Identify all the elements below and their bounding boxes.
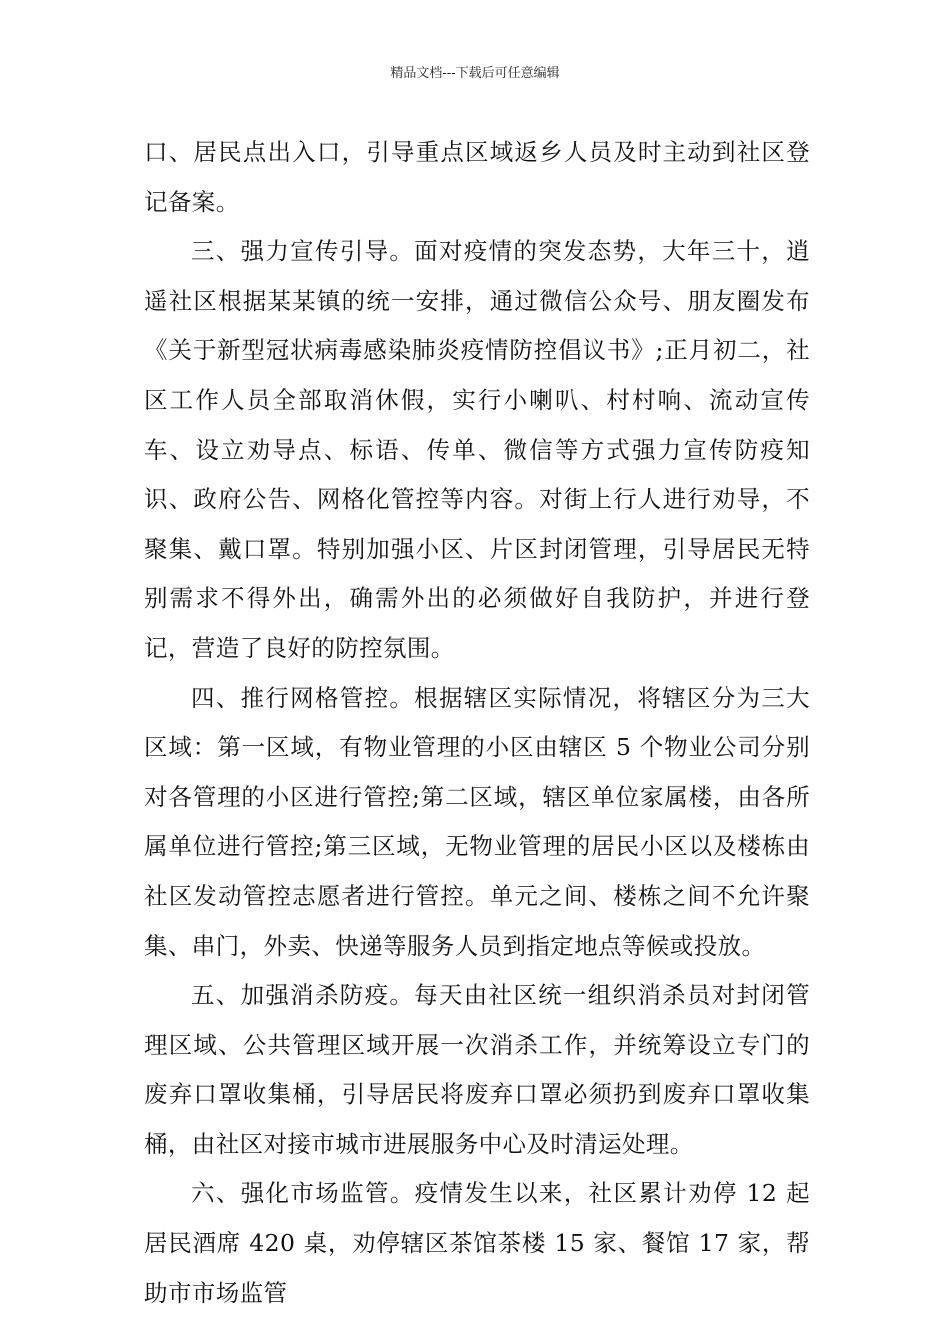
document-body [144, 128, 810, 1318]
paragraph-grid-control: 四、推行网格管控。根据辖区实际情况，将辖区分为三大区域：第一区域，有物业管理的小区由辖区 5 个物业公司分别对各管理的小区进行管控;第二区域，辖区单位家属楼，由各所属单位进行管控;第三区域，无物业管理的居民小区以及楼栋由社区发动管控志愿者进行管控。单元之间、楼栋之间不允许聚集、串门，外卖、快递等服务人员到指定地点等候或投放。 [144, 683, 810, 960]
paragraph-continuation: 口、居民点出入口，引导重点区域返乡人员及时主动到社区登记备案。 [144, 138, 810, 216]
paragraph-publicity: 三、强力宣传引导。面对疫情的突发态势，大年三十，逍遥社区根据某某镇的统一安排，通过微信公众号、朋友圈发布《关于新型冠状病毒感染肺炎疫情防控倡议书》;正月初二，社区工作人员全部取消休假，实行小喇叭、村村响、流动宣传车、设立劝导点、标语、传单、微信等方式强力宣传防疫知识、政府公告、网格化管控等内容。对街上行人进行劝导，不聚集、戴口罩。特别加强小区、片区封闭管理，引导居民无特别需求不得外出，确需外出的必须做好自我防护，并进行登记，营造了良好的防控氛围。 [144, 237, 810, 662]
page-header: 精品文档---下载后可任意编辑 [390, 66, 560, 81]
paragraph-disinfection: 五、加强消杀防疫。每天由社区统一组织消杀员对封闭管理区域、公共管理区域开展一次消杀工作，并统筹设立专门的废弃口罩收集桶，引导居民将废弃口罩必须扔到废弃口罩收集桶，由社区对接市城市进展服务中心及时清运处理。 [144, 981, 810, 1158]
paragraph-market-supervision: 六、强化市场监管。疫情发生以来，社区累计劝停 12 起居民酒席 420 桌，劝停辖区茶馆茶楼 15 家、餐馆 17 家，帮助市市场监管 [144, 1179, 810, 1307]
